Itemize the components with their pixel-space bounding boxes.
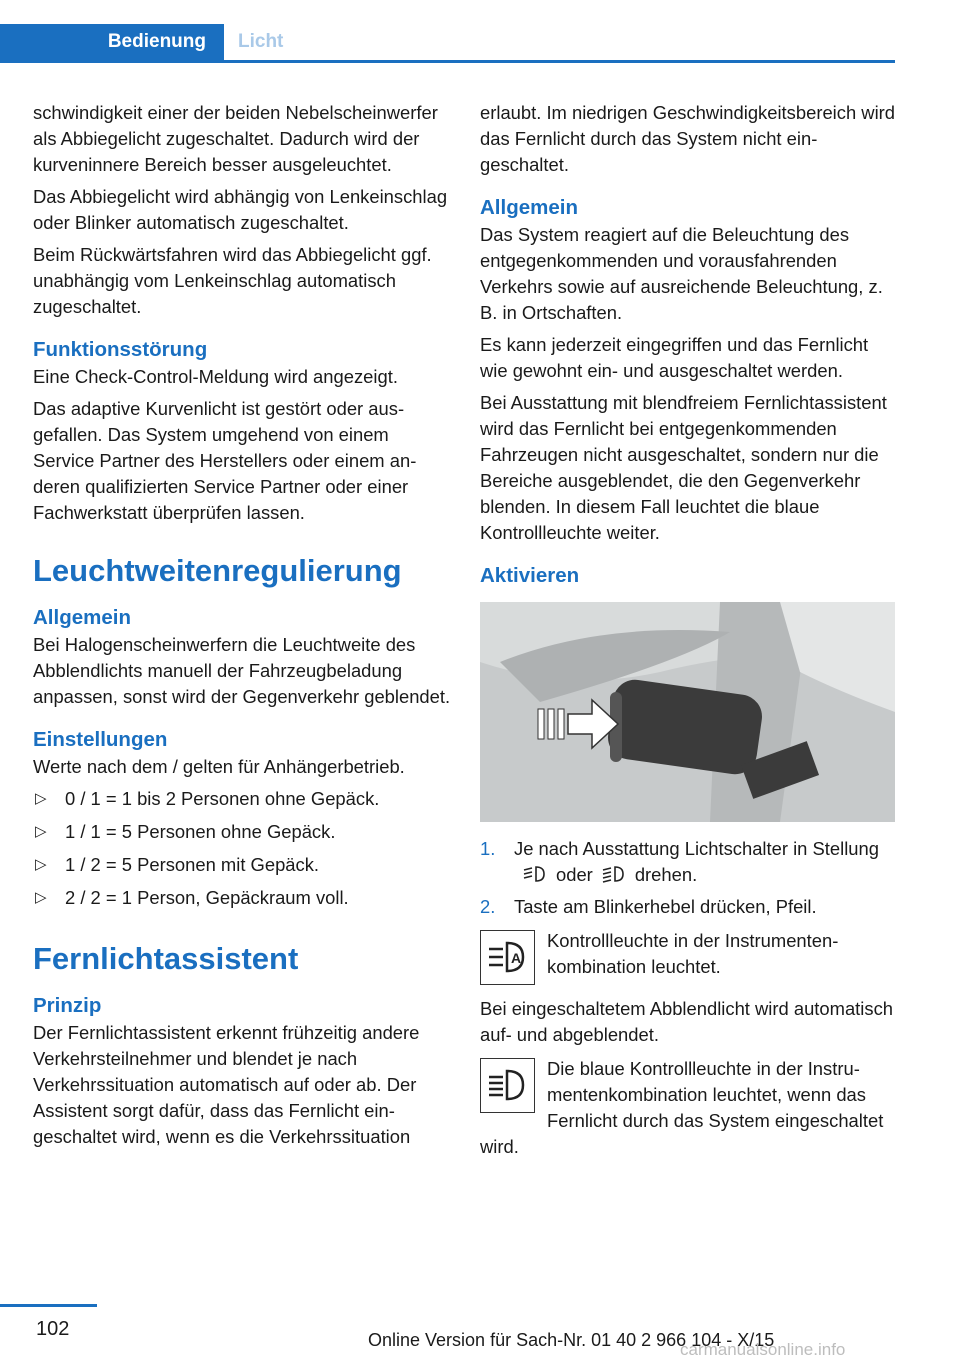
paragraph: Werte nach dem / gelten für Anhängerbetrieb. xyxy=(33,756,405,777)
high-beam-assistant-icon xyxy=(480,930,535,985)
activation-steps xyxy=(480,836,898,920)
low-beam-icon xyxy=(601,864,627,884)
watermark: carmanualsonline.info xyxy=(680,1340,846,1359)
svg-text:A: A xyxy=(511,950,522,966)
bullet-triangle-icon: ▷ xyxy=(35,790,47,807)
online-version-note: Online Version für Sach-Nr. 01 40 2 966 104 - X/15 xyxy=(368,1330,775,1350)
list-item: ▷ 2 / 2 = 1 Person, Gepäckraum voll. xyxy=(33,885,451,918)
heading-leuchtweitenregulierung: Leuchtweitenregulierung xyxy=(33,553,402,588)
paragraph: Der Fernlichtassistent erkennt frühzeitig andere Verkehrsteilnehmer und blendet je nach Verkehrssituation automatisch auf oder ab. Der Assistent sorgt dafür, dass das Fernlicht eingeschaltet wird, wenn es die Verkehrssituation xyxy=(33,1022,420,1147)
paragraph: erlaubt. Im niedrigen Geschwindigkeitsbereich wird das Fernlicht durch das System nicht eingeschaltet. xyxy=(480,102,896,175)
paragraph: Bei Ausstattung mit blendfreiem Fernlichtassistent wird das Fernlicht bei entgegenkommenden Fahrzeugen nicht ausgeschaltet, sondern nur die Bereiche ausgeblendet, die den Gegenverkehr blenden. In diesem Fall leuchtet die blaue Kontrollleuchte weiter. xyxy=(480,392,887,543)
turn-signal-lever-photo xyxy=(480,602,895,822)
footer-rule xyxy=(0,1304,97,1307)
right-column xyxy=(480,100,898,1168)
heading-aktivieren: Aktivieren xyxy=(480,564,580,587)
list-item: 1. Je nach Ausstattung Lichtschalter in Stellungoder drehen. xyxy=(480,838,879,885)
list-item: 2. Taste am Blinkerhebel drücken, Pfeil. xyxy=(480,894,898,920)
paragraph: Das System reagiert auf die Beleuchtung des entgegenkommenden und vorausfahrenden Verkehrs sowie auf ausreichende Beleuchtung, z. B. in Ortschaften. xyxy=(480,224,883,323)
heading-fernlichtassistent: Fernlichtassistent xyxy=(33,941,299,976)
tab-bedienung[interactable]: Bedienung xyxy=(0,24,224,60)
page-header xyxy=(0,0,960,62)
bullet-triangle-icon: ▷ xyxy=(35,856,47,873)
heading-funktionsstoerung: Funktionsstörung xyxy=(33,338,208,361)
list-item: ▷ 1 / 2 = 5 Personen mit Gepäck. xyxy=(33,852,451,885)
paragraph: Es kann jederzeit eingegriffen und das Fernlicht wie gewohnt ein- und ausgeschaltet werden. xyxy=(480,334,869,381)
step-number: 2. xyxy=(480,896,496,917)
heading-einstellungen: Einstellungen xyxy=(33,728,168,751)
paragraph: Das Abbiegelicht wird abhängig von Lenkeinschlag oder Blinker automatisch zugeschaltet. xyxy=(33,186,448,233)
left-column xyxy=(33,100,451,1156)
page-number: 102 xyxy=(36,1318,70,1340)
indicator-note: Die blaue Kontrollleuchte in der Instrumentenkombination leuchtet, wenn das Fernlicht durch das System eingeschaltet wird. xyxy=(480,1058,884,1157)
bullet-triangle-icon: ▷ xyxy=(35,823,47,840)
paragraph: Beim Rückwärtsfahren wird das Abbiegelicht ggf. unabhängig vom Lenkeinschlag automatisch zugeschaltet. xyxy=(33,244,432,317)
list-item: ▷ 0 / 1 = 1 bis 2 Personen ohne Gepäck. xyxy=(33,786,451,819)
tab-licht[interactable]: Licht xyxy=(238,31,284,52)
heading-allgemein: Allgemein xyxy=(33,606,131,629)
paragraph: schwindigkeit einer der beiden Nebelscheinwerfer als Abbiegelicht zugeschaltet. Dadurch wird der kurveninnere Bereich besser ausgeleuchtet. xyxy=(33,102,438,175)
paragraph: Das adaptive Kurvenlicht ist gestört oder ausgefallen. Das System umgehend von einem Service Partner des Herstellers oder einem anderen qualifizierten Service Partner oder einer Fachwerkstatt überprüfen lassen. xyxy=(33,398,417,523)
heading-allgemein: Allgemein xyxy=(480,196,578,219)
low-beam-auto-icon xyxy=(522,864,548,884)
header-rule xyxy=(0,60,895,63)
high-beam-icon xyxy=(480,1058,535,1113)
settings-list xyxy=(33,786,451,918)
bullet-triangle-icon: ▷ xyxy=(35,889,47,906)
paragraph: Bei Halogenscheinwerfern die Leuchtweite des Abblendlichts manuell der Fahrzeugbeladung anpassen, sonst wird der Gegenverkehr geblendet. xyxy=(33,634,451,707)
list-item: ▷ 1 / 1 = 5 Personen ohne Gepäck. xyxy=(33,819,451,852)
paragraph: Eine Check-Control-Meldung wird angezeigt. xyxy=(33,366,398,387)
step-number: 1. xyxy=(480,838,496,859)
heading-prinzip: Prinzip xyxy=(33,994,102,1017)
paragraph: Bei eingeschaltetem Abblendlicht wird automatisch auf- und abgeblendet. xyxy=(480,998,893,1045)
indicator-note: A Kontrollleuchte in der Instrumentenkombination leuchtet. xyxy=(480,928,898,988)
